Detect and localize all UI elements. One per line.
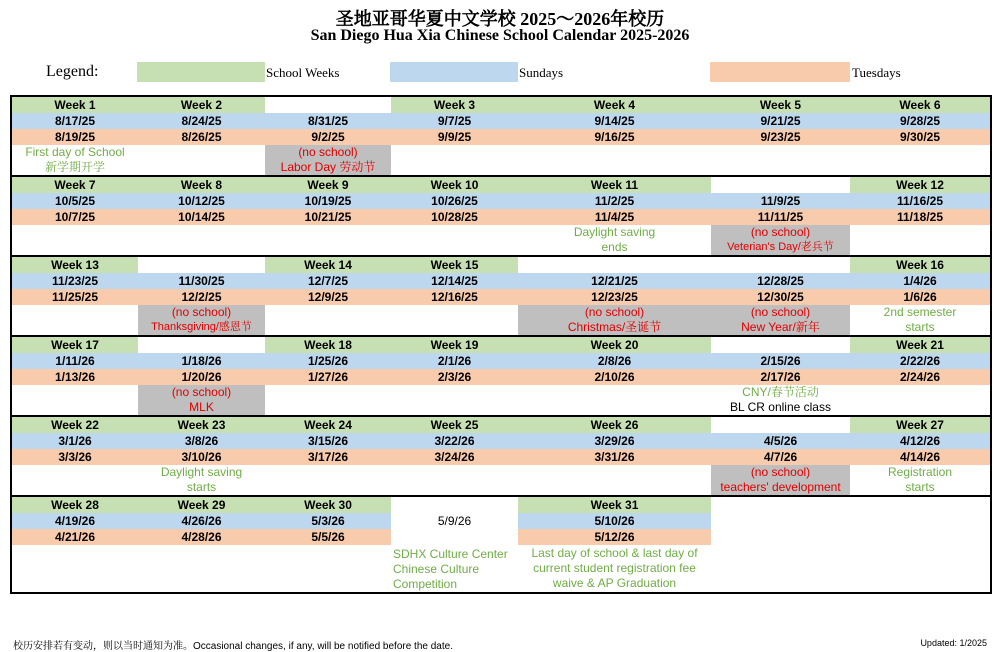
tuesday-date: 2/10/26	[518, 369, 711, 385]
title-english: San Diego Hua Xia Chinese School Calendar 2025-2026	[310, 27, 690, 44]
tuesday-date: 2/3/26	[391, 369, 518, 385]
sunday-date: 4/12/26	[850, 433, 991, 449]
event-note	[850, 145, 991, 176]
week-label: Week 23	[138, 416, 265, 433]
tuesday-date: 11/18/25	[850, 209, 991, 225]
no-school-note	[711, 305, 850, 336]
week-label: Week 8	[138, 176, 265, 193]
event-note	[391, 225, 518, 256]
week-label: Week 31	[518, 496, 711, 513]
footer-note: 校历安排若有变动，则以当时通知为准。Occasional changes, if any, will be notified before the date.	[13, 641, 453, 652]
tuesday-date: 3/10/26	[138, 449, 265, 465]
note-line: waive & AP Graduation	[552, 576, 677, 590]
week-label: Week 29	[138, 496, 265, 513]
sunday-date: 5/10/26	[518, 513, 711, 529]
week-label: Week 5	[711, 96, 850, 113]
note-line: Christmas/圣诞节	[567, 320, 662, 334]
tuesday-date: 1/13/26	[11, 369, 138, 385]
week-label: Week 25	[391, 416, 518, 433]
note-line: Daylight saving	[160, 465, 243, 479]
sunday-date: 10/12/25	[138, 193, 265, 209]
no-school-note	[265, 145, 391, 176]
event-note	[391, 305, 518, 336]
tuesday-date: 4/14/26	[850, 449, 991, 465]
tuesday-date: 1/6/26	[850, 289, 991, 305]
event-note	[138, 545, 265, 593]
event-note	[11, 225, 138, 256]
week-label: Week 14	[265, 256, 391, 273]
tuesday-date: 5/5/26	[265, 529, 391, 545]
sunday-date: 11/30/25	[138, 273, 265, 289]
week-label-empty	[711, 336, 850, 353]
week-label-empty	[138, 336, 265, 353]
event-note	[138, 465, 265, 496]
event-note	[711, 385, 850, 416]
sunday-date: 3/8/26	[138, 433, 265, 449]
no-school-note	[711, 225, 850, 256]
note-line: SDHX Culture Center	[393, 547, 508, 561]
tuesday-date: 3/31/26	[518, 449, 711, 465]
week-label: Week 27	[850, 416, 991, 433]
event-note	[138, 225, 265, 256]
week-label: Week 20	[518, 336, 711, 353]
note-line: (no school)	[750, 465, 811, 479]
week-label-empty	[711, 416, 850, 433]
week-label: Week 26	[518, 416, 711, 433]
sunday-date: 4/5/26	[711, 433, 850, 449]
sunday-date: 3/22/26	[391, 433, 518, 449]
week-label-empty	[518, 256, 711, 273]
sunday-date: 11/2/25	[518, 193, 711, 209]
tuesday-date: 11/4/25	[518, 209, 711, 225]
note-line: current student registration fee	[533, 561, 696, 575]
tuesday-date: 9/2/25	[265, 129, 391, 145]
week-label: Week 18	[265, 336, 391, 353]
sunday-date: 9/21/25	[711, 113, 850, 129]
week-label: Week 19	[391, 336, 518, 353]
sunday-date: 5/9/26	[391, 513, 518, 529]
tuesday-date: 12/23/25	[518, 289, 711, 305]
week-label: Week 3	[391, 96, 518, 113]
tuesday-date: 3/24/26	[391, 449, 518, 465]
sunday-date: 11/23/25	[11, 273, 138, 289]
tuesday-date: 3/3/26	[11, 449, 138, 465]
note-line: (no school)	[298, 145, 358, 159]
sunday-date: 10/5/25	[11, 193, 138, 209]
tuesday-date: 1/27/26	[265, 369, 391, 385]
note-line: Labor Day 劳动节	[280, 160, 376, 174]
event-note	[265, 465, 391, 496]
note-line: starts	[905, 480, 935, 494]
tuesday-date: 8/19/25	[11, 129, 138, 145]
event-note	[518, 145, 711, 176]
legend-label: Legend:	[46, 63, 99, 80]
note-line: Daylight saving	[573, 225, 656, 239]
tuesday-date: 10/28/25	[391, 209, 518, 225]
sunday-date: 9/7/25	[391, 113, 518, 129]
sunday-date: 9/14/25	[518, 113, 711, 129]
no-school-note	[138, 385, 265, 416]
legend-text-sundays: Sundays	[519, 65, 564, 80]
legend-text-school-weeks: School Weeks	[266, 65, 340, 80]
week-label-empty	[711, 256, 850, 273]
week-label: Week 4	[518, 96, 711, 113]
sunday-date: 2/1/26	[391, 353, 518, 369]
tuesday-date: 8/26/25	[138, 129, 265, 145]
sunday-date: 12/7/25	[265, 273, 391, 289]
note-line: New Year/新年	[741, 320, 820, 334]
note-line: Thanksgiving/感恩节	[151, 321, 252, 333]
tuesday-date	[391, 529, 518, 545]
legend-text-tuesdays: Tuesdays	[852, 65, 901, 80]
week-label: Week 10	[391, 176, 518, 193]
legend-swatch-school-weeks	[137, 62, 265, 82]
sunday-date: 12/28/25	[711, 273, 850, 289]
sunday-date: 8/24/25	[138, 113, 265, 129]
event-note	[850, 305, 991, 336]
note-line: starts	[905, 320, 935, 334]
tuesday-date: 9/30/25	[850, 129, 991, 145]
sunday-date: 9/28/25	[850, 113, 991, 129]
note-line: MLK	[189, 400, 214, 414]
title-chinese: 圣地亚哥华夏中文学校 2025～2026年校历	[335, 9, 665, 29]
tuesday-date: 10/14/25	[138, 209, 265, 225]
no-school-note	[711, 465, 850, 496]
note-line: Last day of school & last day of	[531, 546, 698, 560]
sunday-date: 11/16/25	[850, 193, 991, 209]
tuesday-date: 9/16/25	[518, 129, 711, 145]
sunday-date: 10/26/25	[391, 193, 518, 209]
week-label: Week 15	[391, 256, 518, 273]
sunday-date: 3/29/26	[518, 433, 711, 449]
note-line: (no school)	[171, 385, 232, 399]
week-label: Week 9	[265, 176, 391, 193]
event-note	[265, 305, 391, 336]
event-note	[265, 385, 391, 416]
week-label: Week 21	[850, 336, 991, 353]
event-note	[850, 465, 991, 496]
week-label: Week 24	[265, 416, 391, 433]
sunday-date: 4/19/26	[11, 513, 138, 529]
week-label: Week 7	[11, 176, 138, 193]
week-label: Week 22	[11, 416, 138, 433]
sunday-date: 8/31/25	[265, 113, 391, 129]
note-line: 2nd semester	[883, 305, 957, 319]
sunday-date: 12/21/25	[518, 273, 711, 289]
note-line: 新学期开学	[44, 160, 105, 174]
note-line: ends	[601, 240, 628, 254]
event-note	[11, 465, 138, 496]
week-label: Week 11	[518, 176, 711, 193]
tuesday-date: 10/21/25	[265, 209, 391, 225]
legend-swatch-sundays	[390, 62, 518, 82]
no-school-note	[138, 305, 265, 336]
tuesday-date: 4/21/26	[11, 529, 138, 545]
sunday-date: 8/17/25	[11, 113, 138, 129]
week-label: Week 1	[11, 96, 138, 113]
tuesday-date: 9/9/25	[391, 129, 518, 145]
sunday-date: 3/1/26	[11, 433, 138, 449]
week-label-empty	[711, 176, 850, 193]
event-note	[265, 545, 391, 593]
week-label: Week 2	[138, 96, 265, 113]
sunday-date: 1/11/26	[11, 353, 138, 369]
note-line: Registration	[887, 465, 953, 479]
event-note	[391, 465, 518, 496]
sunday-date: 12/14/25	[391, 273, 518, 289]
tuesday-date: 2/17/26	[711, 369, 850, 385]
event-note	[11, 545, 138, 593]
note-line: (no school)	[750, 225, 811, 239]
event-note	[391, 385, 518, 416]
week-label: Week 13	[11, 256, 138, 273]
week-label: Week 16	[850, 256, 991, 273]
week-label: Week 12	[850, 176, 991, 193]
event-note	[518, 225, 711, 256]
blank-area	[711, 496, 991, 593]
sunday-date: 1/4/26	[850, 273, 991, 289]
event-note	[711, 145, 850, 176]
note-line: BL CR online class	[730, 400, 831, 414]
sunday-date: 2/22/26	[850, 353, 991, 369]
event-note	[518, 385, 711, 416]
event-note	[138, 145, 265, 176]
week-label-empty	[391, 496, 518, 513]
tuesday-date: 5/12/26	[518, 529, 711, 545]
note-line: teachers' development	[720, 480, 841, 494]
calendar-table	[10, 95, 992, 594]
note-line: starts	[186, 480, 217, 494]
sunday-date: 2/15/26	[711, 353, 850, 369]
week-label-empty	[138, 256, 265, 273]
tuesday-date: 10/7/25	[11, 209, 138, 225]
event-note	[11, 305, 138, 336]
sunday-date: 2/8/26	[518, 353, 711, 369]
event-note	[11, 145, 138, 176]
tuesday-date: 2/24/26	[850, 369, 991, 385]
week-label: Week 28	[11, 496, 138, 513]
tuesday-date: 12/30/25	[711, 289, 850, 305]
sunday-date: 1/18/26	[138, 353, 265, 369]
week-label: Week 17	[11, 336, 138, 353]
tuesday-date: 4/28/26	[138, 529, 265, 545]
no-school-note	[518, 305, 711, 336]
week-label: Week 6	[850, 96, 991, 113]
event-note	[518, 545, 711, 593]
event-note	[265, 225, 391, 256]
tuesday-date: 11/11/25	[711, 209, 850, 225]
note-line: (no school)	[171, 305, 232, 319]
tuesday-date: 9/23/25	[711, 129, 850, 145]
tuesday-date: 12/2/25	[138, 289, 265, 305]
event-note	[11, 385, 138, 416]
event-note	[391, 145, 518, 176]
event-note	[850, 225, 991, 256]
note-line: CNY/春节活动	[742, 385, 819, 399]
tuesday-date: 12/9/25	[265, 289, 391, 305]
note-line: Chinese Culture	[393, 562, 480, 576]
note-line: Competition	[393, 577, 458, 591]
event-note	[391, 545, 518, 593]
sunday-date: 11/9/25	[711, 193, 850, 209]
sunday-date: 4/26/26	[138, 513, 265, 529]
note-line: (no school)	[750, 305, 811, 319]
tuesday-date: 11/25/25	[11, 289, 138, 305]
week-label: Week 30	[265, 496, 391, 513]
event-note	[850, 385, 991, 416]
tuesday-date: 1/20/26	[138, 369, 265, 385]
sunday-date: 5/3/26	[265, 513, 391, 529]
event-note	[518, 465, 711, 496]
updated-date: Updated: 1/2025	[920, 638, 987, 648]
sunday-date: 1/25/26	[265, 353, 391, 369]
note-line: Veterian's Day/老兵节	[727, 241, 834, 253]
tuesday-date: 3/17/26	[265, 449, 391, 465]
sunday-date: 3/15/26	[265, 433, 391, 449]
week-label-empty	[265, 96, 391, 113]
note-line: (no school)	[584, 305, 645, 319]
tuesday-date: 12/16/25	[391, 289, 518, 305]
legend-swatch-tuesdays	[710, 62, 850, 82]
note-line: First day of School	[25, 145, 125, 159]
tuesday-date: 4/7/26	[711, 449, 850, 465]
sunday-date: 10/19/25	[265, 193, 391, 209]
